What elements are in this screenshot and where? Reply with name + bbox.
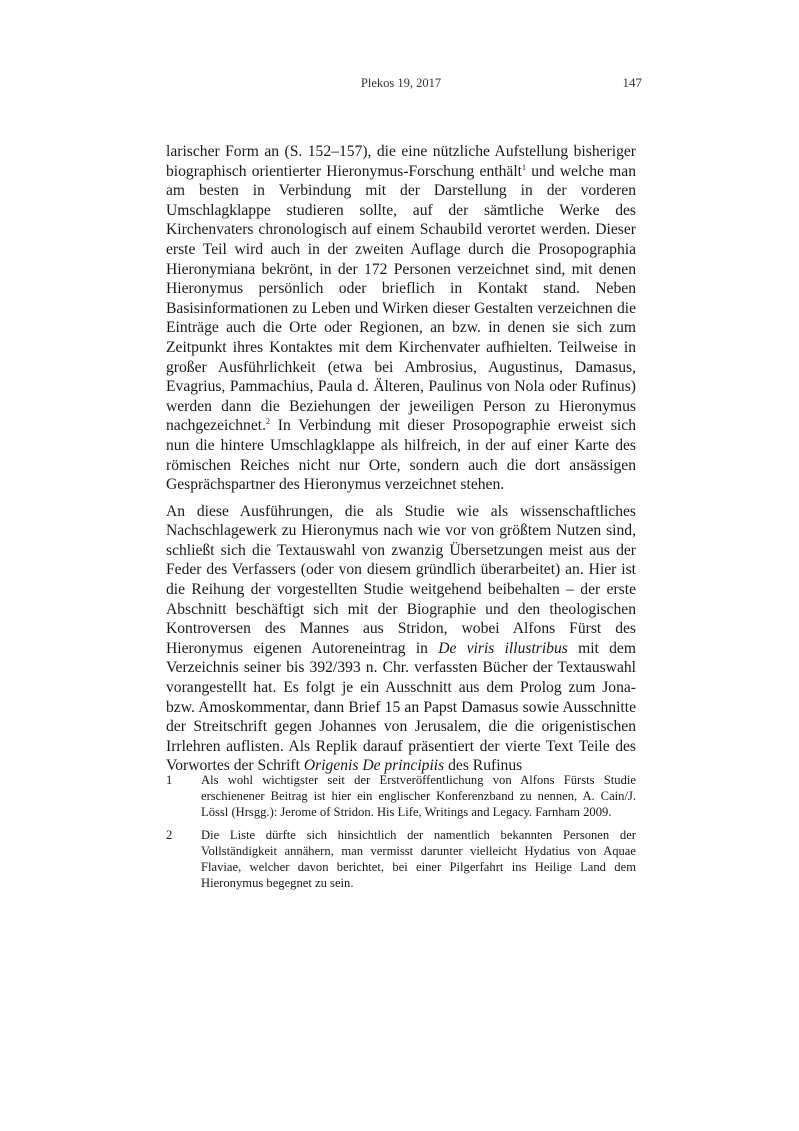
text-segment: des Rufinus: [444, 757, 523, 775]
footnote-1: [166, 772, 636, 821]
footnote-number: 1: [166, 773, 173, 787]
journal-citation: Plekos 19, 2017: [360, 76, 442, 90]
footnote-text: Die Liste dürfte sich hinsichtlich der namentlich bekannten Personen der Vollständigkeit annähern, man vermisst darunter vielleicht Hydatius von Aquae Flaviae, welcher davon berichtet, bei einer Pilgerfahrt ins Heilige Land dem Hieronymus begegnet zu sein.: [201, 827, 636, 891]
main-text: [166, 142, 636, 776]
page-number: 147: [622, 75, 642, 90]
italic-title-de-viris-illustribus: De viris illustribus: [438, 639, 568, 657]
footnote-ref-2[interactable]: 2: [266, 417, 270, 427]
text-segment: An diese Ausführungen, die als Studie wie als wissenschaftliches Nachschlagewerk zu Hieronymus nach wie vor von größtem Nutzen sind, schließt sich die Textauswahl von zwanzig Übersetzungen meist aus der Feder des Verfassers (oder von diesem gründlich überarbeitet) an. Hier ist die Reihung der vorgestellten Studie weitgehend beibehalten – der erste Abschnitt beschäftigt sich mit der Biographie und den theologischen Kontroversen des Mannes aus Stridon, wobei Alfons Fürst des Hieronymus eigenen Autoreneintrag in: [166, 502, 636, 657]
text-segment: mit dem Verzeichnis seiner bis 392/393 n. Chr. verfassten Bücher der Textauswahl vorangestellt hat. Es folgt je ein Ausschnitt aus dem Prolog zum Jona- bzw. Amoskommentar, dann Brief 15 an Papst Damasus sowie Ausschnitte der Streitschrift gegen Johannes von Jerusalem, die die origenistischen Irrlehren auflisten. Als Replik darauf präsentiert der vierte Text Teile des Vorwortes der Schrift: [166, 639, 636, 775]
text-segment: und welche man am besten in Verbindung mit der Darstellung in der vorderen Umschlagklappe studieren sollte, auf der sämtliche Werke des Kirchenvaters chronologisch auf einem Schaubild verortet werden. Dieser erste Teil wird auch in der zweiten Auflage durch die Prosopographia Hieronymiana bekrönt, in der 172 Personen verzeichnet sind, mit denen Hieronymus persönlich oder brieflich in Kontakt stand. Neben Basisinformationen zu Leben und Wirken dieser Gestalten verzeichnen die Einträge auch die Orte oder Regionen, an bzw. in denen sie sich zum Zeitpunkt ihres Kontaktes mit dem Kirchenvater aufhielten. Teilweise in großer Ausführlichkeit (etwa bei Ambrosius, Augustinus, Damasus, Evagrius, Pammachius, Paula d. Älteren, Paulinus von Nola oder Rufinus) werden dann die Beziehungen der jeweiligen Person zu Hieronymus nachgezeichnet.: [166, 162, 636, 435]
footnotes: [166, 772, 636, 891]
footnote-2: [166, 827, 636, 892]
footnote-ref-1[interactable]: 1: [521, 162, 526, 172]
paragraph-2: [166, 502, 636, 776]
paragraph-1: [166, 142, 636, 495]
text-segment: In Verbindung mit dieser Prosopographie erweist sich nun die hintere Umschlagklappe als hilfreich, in der auf einer Karte des römischen Reiches nicht nur Orte, sondern auch die dort ansässigen Gesprächspartner des Hieronymus verzeichnet stehen.: [166, 417, 636, 494]
text-segment: larischer Form an (S. 152–157), die eine nützliche Aufstellung bisheriger biographisch orientierter Hieronymus-Forschung enthält: [166, 143, 636, 180]
footnote-text: Als wohl wichtigster seit der Erstveröffentlichung von Alfons Fürsts Studie erschienener Beitrag ist hier ein englischer Konferenzband zu nennen, A. Cain/J. Lössl (Hrsgg.): Jerome of Stridon. His Life, Writings and Legacy. Farnham 2009.: [201, 773, 636, 820]
footnote-number: 2: [166, 827, 173, 842]
italic-title-origenis-de-principiis: Origenis De principiis: [303, 757, 445, 775]
running-header: [166, 75, 642, 94]
